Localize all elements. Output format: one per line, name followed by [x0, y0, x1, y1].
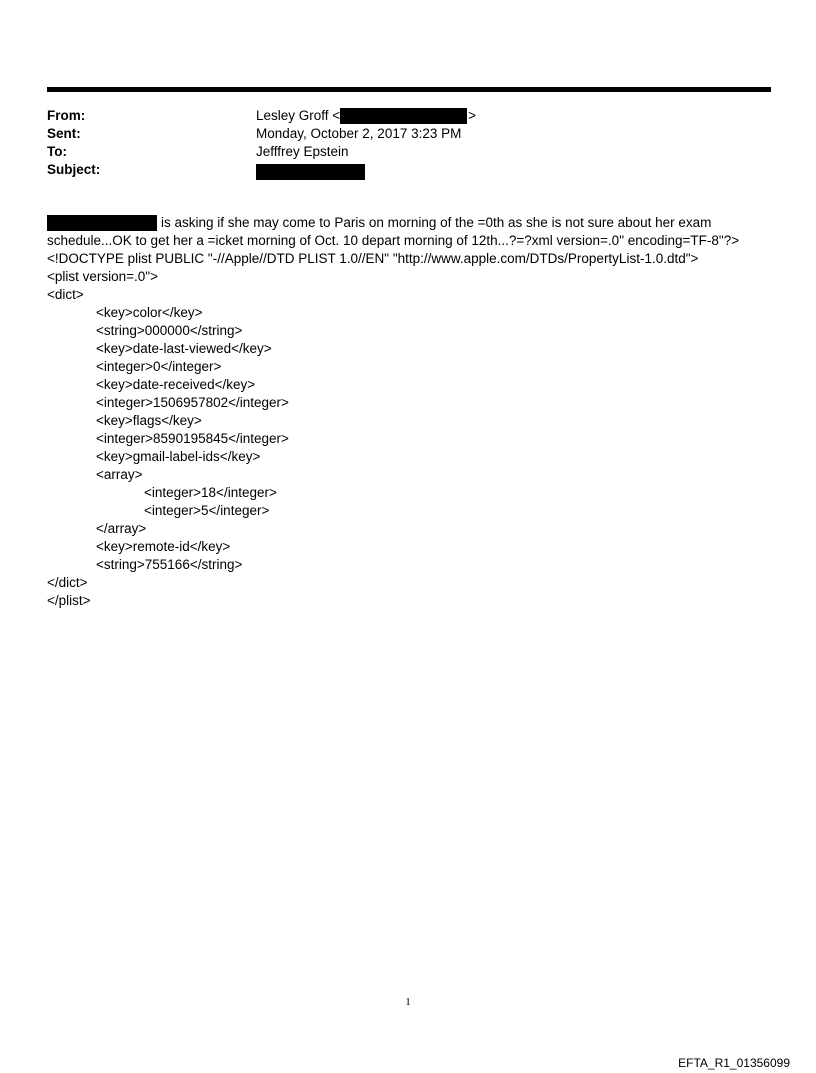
body-line: schedule...OK to get her a =icket morning of Oct. 10 depart morning of 12th...?=?xml version=.0" encoding=TF-8"?> [47, 233, 740, 248]
body-line: <string>755166</string> [96, 557, 243, 572]
from-value [256, 107, 476, 125]
body-line: </plist> [47, 593, 91, 608]
sent-value: Monday, October 2, 2017 3:23 PM [256, 126, 462, 141]
body-line: <plist version=.0"> [47, 269, 158, 284]
body-line: <!DOCTYPE plist PUBLIC "-//Apple//DTD PLIST 1.0//EN" "http://www.apple.com/DTDs/PropertyList-1.0.dtd"> [47, 251, 699, 266]
to-row [47, 143, 476, 161]
body-line: <integer>18</integer> [144, 485, 277, 500]
sent-label: Sent: [47, 126, 81, 141]
sent-row [47, 125, 476, 143]
body-text: is asking if she may come to Paris on morning of the =0th as she is not sure about her exam [161, 215, 712, 230]
header-rule [47, 87, 771, 92]
from-row [47, 107, 476, 125]
email-body [47, 214, 777, 610]
body-line: <key>flags</key> [96, 413, 202, 428]
subject-value [256, 161, 365, 179]
body-line: <string>000000</string> [96, 323, 243, 338]
body-line: <key>color</key> [96, 305, 203, 320]
from-name: Lesley Groff < [256, 108, 341, 123]
body-lines [47, 232, 777, 610]
body-line: <key>date-received</key> [96, 377, 256, 392]
to-value: Jefffrey Epstein [256, 144, 349, 159]
redaction-box [340, 108, 467, 124]
body-line: <dict> [47, 287, 84, 302]
page-number: 1 [405, 996, 411, 1008]
body-line: <key>gmail-label-ids</key> [96, 449, 261, 464]
from-label: From: [47, 108, 86, 123]
body-line: </dict> [47, 575, 88, 590]
subject-label: Subject: [47, 162, 101, 177]
redaction-box [256, 164, 365, 180]
body-line: <integer>5</integer> [144, 503, 270, 518]
body-line-first [47, 214, 777, 232]
body-line: </array> [96, 521, 147, 536]
to-label: To: [47, 144, 67, 159]
body-line: <array> [96, 467, 143, 482]
from-close: > [468, 108, 477, 123]
body-line: <key>remote-id</key> [96, 539, 231, 554]
body-line: <integer>1506957802</integer> [96, 395, 289, 410]
body-line: <key>date-last-viewed</key> [96, 341, 272, 356]
body-line: <integer>8590195845</integer> [96, 431, 289, 446]
document-id: EFTA_R1_01356099 [678, 1056, 790, 1070]
redaction-box [47, 215, 157, 231]
subject-row [47, 161, 476, 179]
email-header [47, 107, 476, 179]
body-line: <integer>0</integer> [96, 359, 222, 374]
